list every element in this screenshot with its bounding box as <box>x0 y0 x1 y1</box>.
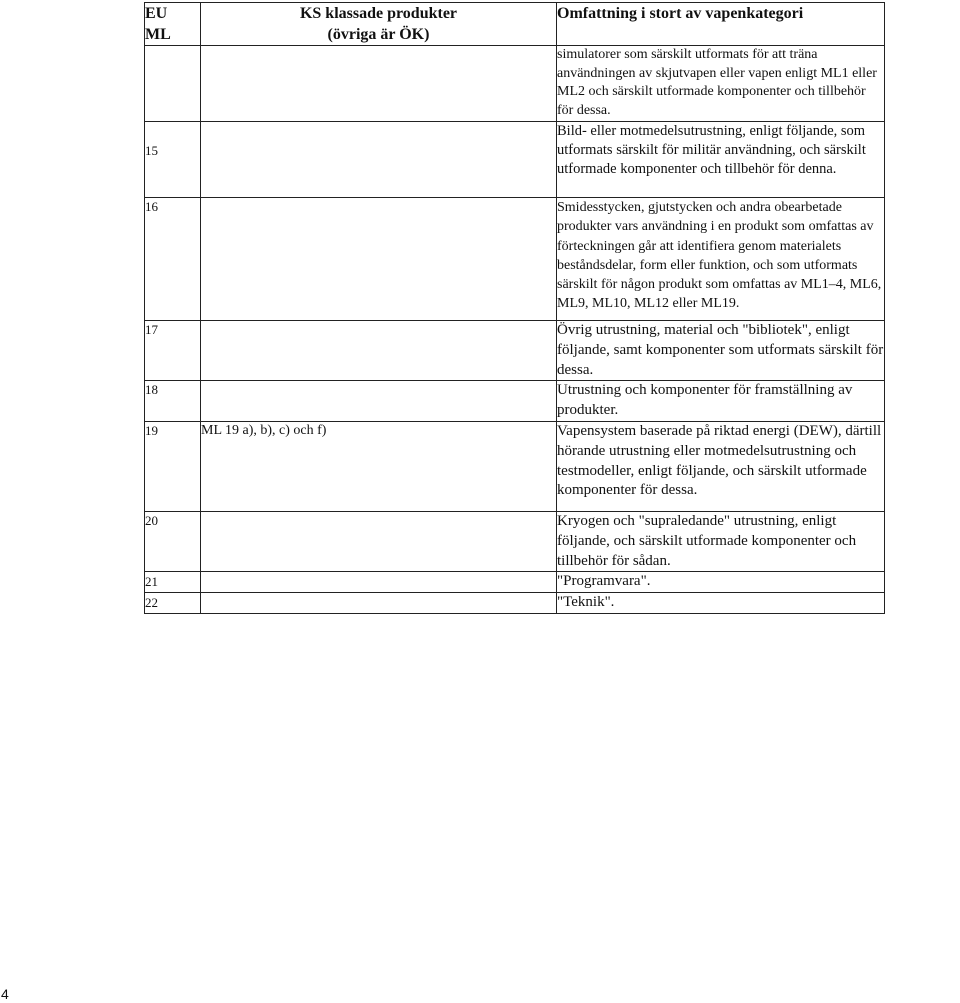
cell-ks <box>201 122 557 198</box>
cell-ks <box>201 572 557 593</box>
table-row <box>145 122 885 198</box>
cell-omfattning: Bild- eller motmedelsutrustning, enligt följande, som utformats särskilt för militär användning, och särskilt utformade komponenter och tillbehör för denna. <box>557 122 885 198</box>
page-number: 4 <box>1 986 9 1002</box>
cell-omfattning: Smidesstycken, gjutstycken och andra obearbetade produkter vars användning i en produkt som omfattas av förteckningen går att identifiera genom materialets beståndsdelar, form eller funktion, och som utformats särskilt för någon produkt som omfattas av ML1–4, ML6, ML9, ML10, ML12 eller ML19. <box>557 198 885 321</box>
cell-eu-ml: 21 <box>145 572 201 593</box>
cell-ks <box>201 198 557 321</box>
table-row <box>145 511 885 571</box>
cell-omfattning: Kryogen och "supraledande" utrustning, enligt följande, och särskilt utformade komponenter och tillbehör för sådan. <box>557 511 885 571</box>
cell-omfattning: "Teknik". <box>557 593 885 614</box>
header-ks-line1: KS klassade produkter <box>299 5 458 22</box>
table-row <box>145 198 885 321</box>
cell-eu-ml: 19 <box>145 421 201 511</box>
header-ks-line2: (övriga är ÖK) <box>327 26 430 43</box>
header-ks-products <box>201 3 557 46</box>
cell-omfattning: Vapensystem baserade på riktad energi (DEW), därtill hörande utrustning eller motmedelsutrustning och testmodeller, enligt följande, och särskilt utformade komponenter för dessa. <box>557 421 885 511</box>
table-row <box>145 421 885 511</box>
cell-omfattning: Utrustning och komponenter för framställning av produkter. <box>557 381 885 422</box>
table-row <box>145 381 885 422</box>
cell-eu-ml: 17 <box>145 321 201 381</box>
cell-omfattning: "Programvara". <box>557 572 885 593</box>
cell-eu-ml: 18 <box>145 381 201 422</box>
cell-ks <box>201 381 557 422</box>
cell-ks <box>201 46 557 122</box>
cell-eu-ml: 16 <box>145 198 201 321</box>
cell-eu-ml: 22 <box>145 593 201 614</box>
header-eu-line2: ML <box>145 26 171 43</box>
table-row <box>145 593 885 614</box>
cell-eu-ml: 15 <box>145 122 201 198</box>
cell-ks: ML 19 a), b), c) och f) <box>201 421 557 511</box>
header-omfattning: Omfattning i stort av vapenkategori <box>557 3 885 46</box>
cell-omfattning: simulatorer som särskilt utformats för att träna användningen av skjutvapen eller vapen enligt ML1 eller ML2 och särskilt utformade komponenter och tillbehör för dessa. <box>557 46 885 122</box>
cell-omfattning: Övrig utrustning, material och "bibliotek", enligt följande, samt komponenter som utformats särskilt för dessa. <box>557 321 885 381</box>
cell-ks <box>201 511 557 571</box>
header-eu-ml <box>145 3 201 46</box>
table-row <box>145 321 885 381</box>
table-row <box>145 46 885 122</box>
cell-eu-ml: 20 <box>145 511 201 571</box>
cell-ks <box>201 321 557 381</box>
cell-eu-ml <box>145 46 201 122</box>
header-eu-line1: EU <box>145 5 168 22</box>
weapons-category-table <box>144 2 885 614</box>
table-header-row <box>145 3 885 46</box>
table-row <box>145 572 885 593</box>
cell-ks <box>201 593 557 614</box>
